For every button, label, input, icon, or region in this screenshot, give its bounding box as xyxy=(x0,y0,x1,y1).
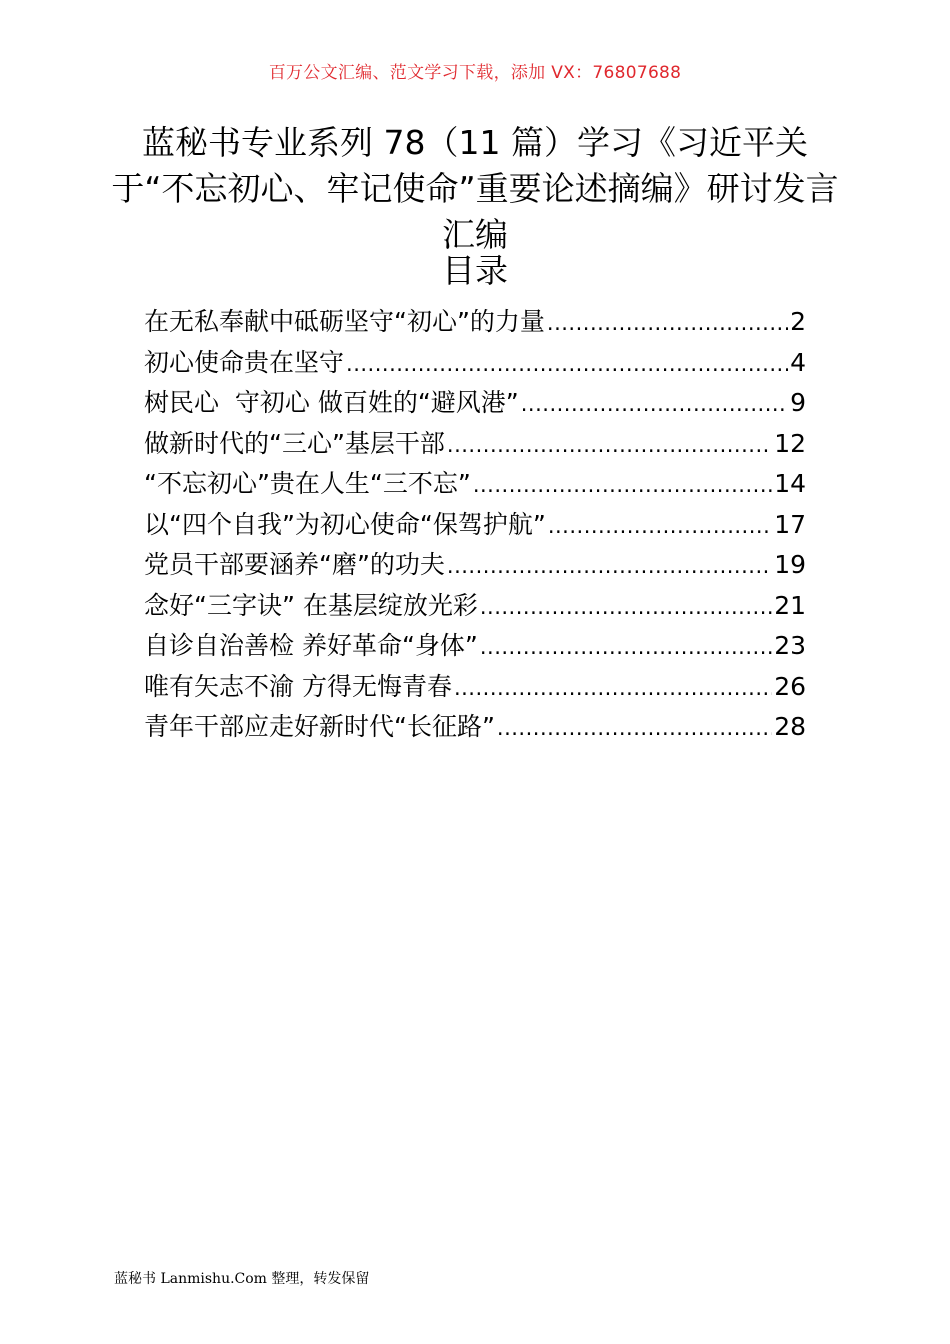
toc-entry[interactable] xyxy=(144,343,806,384)
toc-entry-title: 青年干部应走好新时代“长征路” xyxy=(144,712,495,741)
toc-entry-title: 树民心 守初心 做百姓的“避风港” xyxy=(144,388,519,417)
toc-entry-title: 在无私奉献中砥砺坚守“初心”的力量 xyxy=(144,307,545,336)
toc-leader-dots xyxy=(521,384,788,425)
toc-leader-dots xyxy=(447,425,772,466)
toc-entry[interactable] xyxy=(144,707,806,748)
toc-entry-page: 14 xyxy=(774,469,806,498)
toc-entry[interactable] xyxy=(144,586,806,627)
table-of-contents xyxy=(144,302,806,748)
document-title: 蓝秘书专业系列 78（11 篇）学习《习近平关于“不忘初心、牢记使命”重要论述摘编》研讨发言汇编 xyxy=(111,123,839,254)
toc-entry-title: 自诊自治善检 养好革命“身体” xyxy=(144,631,478,660)
toc-entry-title: 唯有矢志不渝 方得无悔青春 xyxy=(144,671,452,701)
toc-leader-dots xyxy=(480,627,772,668)
toc-leader-dots xyxy=(473,465,772,506)
toc-entry-title: 以“四个自我”为初心使命“保驾护航” xyxy=(144,509,546,539)
toc-entry[interactable] xyxy=(144,464,806,505)
toc-entry-page: 4 xyxy=(790,347,806,377)
toc-leader-dots xyxy=(480,587,772,628)
toc-entry-title: “不忘初心”贵在人生“三不忘” xyxy=(144,469,471,498)
toc-entry-page: 23 xyxy=(774,631,806,660)
toc-entry[interactable] xyxy=(144,383,806,424)
toc-entry[interactable] xyxy=(144,545,806,586)
toc-entry[interactable] xyxy=(144,667,806,708)
header-promo-note: 百万公文汇编、范文学习下载，添加 VX：76807688 xyxy=(268,63,682,83)
toc-entry-page: 21 xyxy=(774,590,806,620)
toc-leader-dots xyxy=(447,546,772,587)
toc-leader-dots xyxy=(547,303,788,344)
toc-leader-dots xyxy=(454,668,772,709)
toc-entry[interactable] xyxy=(144,505,806,546)
toc-entry-title: 做新时代的“三心”基层干部 xyxy=(144,428,445,458)
toc-leader-dots xyxy=(548,506,772,547)
toc-entry-title: 念好“三字诀” 在基层绽放光彩 xyxy=(144,590,478,620)
toc-entry-page: 9 xyxy=(790,388,806,417)
toc-entry-page: 26 xyxy=(774,671,806,701)
toc-entry[interactable] xyxy=(144,424,806,465)
toc-entry[interactable] xyxy=(144,626,806,667)
toc-entry-page: 28 xyxy=(774,712,806,741)
toc-entry-page: 2 xyxy=(790,307,806,336)
toc-entry-page: 19 xyxy=(774,550,806,579)
toc-entry-title: 初心使命贵在坚守 xyxy=(144,347,345,377)
footer-note: 蓝秘书 Lanmishu.Com 整理，转发保留 xyxy=(114,1271,370,1287)
toc-entry-page: 17 xyxy=(774,509,806,539)
toc-leader-dots xyxy=(497,708,772,749)
toc-entry-page: 12 xyxy=(774,428,806,458)
toc-leader-dots xyxy=(346,344,788,385)
toc-entry-title: 党员干部要涵养“磨”的功夫 xyxy=(144,550,445,579)
toc-entry[interactable] xyxy=(144,302,806,343)
toc-heading: 目录 xyxy=(442,251,508,290)
